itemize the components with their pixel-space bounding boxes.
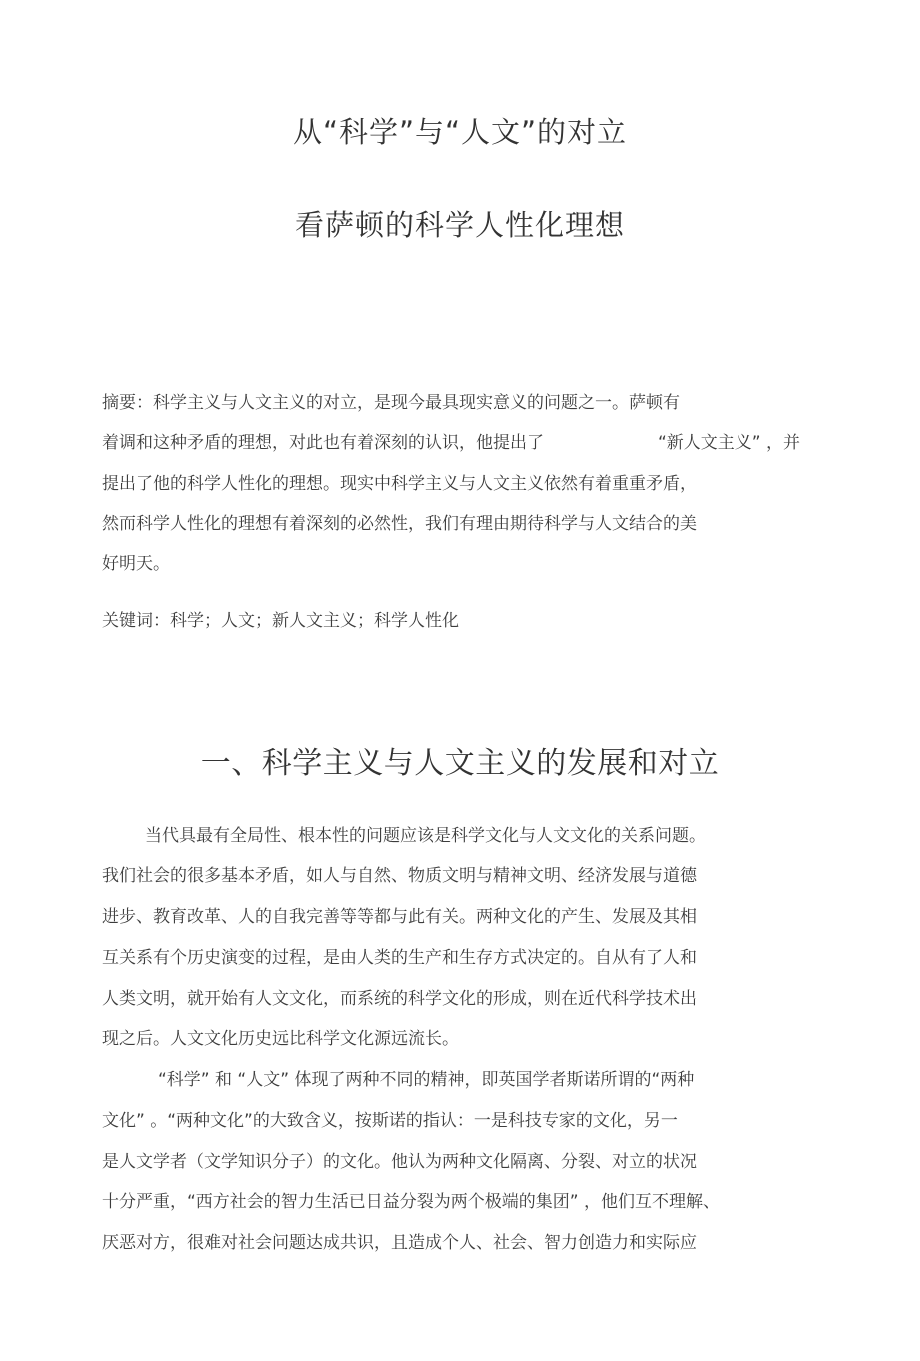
paragraph-line: 文化” 。“两种文化”的大致含义，按斯诺的指认：一是科技专家的文化，另一 bbox=[102, 1111, 678, 1131]
abstract-line: 着调和这种矛盾的理想，对此也有着深刻的认识，他提出了 bbox=[102, 433, 544, 453]
paragraph-line: 进步、教育改革、人的自我完善等等都与此有关。两种文化的产生、发展及其相 bbox=[102, 907, 697, 927]
paragraph-line: 十分严重，“西方社会的智力生活已日益分裂为两个极端的集团” ，他们互不理解、 bbox=[102, 1192, 721, 1212]
paragraph-line: “科学” 和 “人文” 体现了两种不同的精神，即英国学者斯诺所谓的“两种 bbox=[158, 1070, 695, 1090]
paragraph-line: 厌恶对方，很难对社会问题达成共识，且造成个人、社会、智力创造力和实际应 bbox=[102, 1233, 697, 1253]
section-heading: 一、科学主义与人文主义的发展和对立 bbox=[200, 746, 720, 781]
paragraph-line: 现之后。人文文化历史远比科学文化源远流长。 bbox=[102, 1029, 459, 1049]
paragraph-line: 是人文学者（文学知识分子）的文化。他认为两种文化隔离、分裂、对立的状况 bbox=[102, 1152, 697, 1172]
paragraph-line: 当代具最有全局性、根本性的问题应该是科学文化与人文文化的关系问题。 bbox=[145, 826, 706, 846]
keywords: 关键词：科学；人文；新人文主义；科学人性化 bbox=[102, 611, 459, 631]
abstract-line-tail: “新人文主义” ，并 bbox=[658, 433, 801, 453]
abstract-line: 摘要：科学主义与人文主义的对立，是现今最具现实意义的问题之一。萨顿有 bbox=[102, 393, 680, 413]
document-title-line-1: 从“科学”与“人文”的对立 bbox=[292, 115, 628, 149]
document-title-line-2: 看萨顿的科学人性化理想 bbox=[294, 208, 625, 242]
abstract-line: 好明天。 bbox=[102, 554, 170, 574]
paragraph-line: 互关系有个历史演变的过程，是由人类的生产和生存方式决定的。自从有了人和 bbox=[102, 948, 697, 968]
abstract-line: 然而科学人性化的理想有着深刻的必然性，我们有理由期待科学与人文结合的美 bbox=[102, 514, 697, 534]
paragraph-line: 我们社会的很多基本矛盾，如人与自然、物质文明与精神文明、经济发展与道德 bbox=[102, 866, 697, 886]
paragraph-line: 人类文明，就开始有人文文化，而系统的科学文化的形成，则在近代科学技术出 bbox=[102, 989, 697, 1009]
abstract-line: 提出了他的科学人性化的理想。现实中科学主义与人文主义依然有着重重矛盾， bbox=[102, 474, 697, 494]
